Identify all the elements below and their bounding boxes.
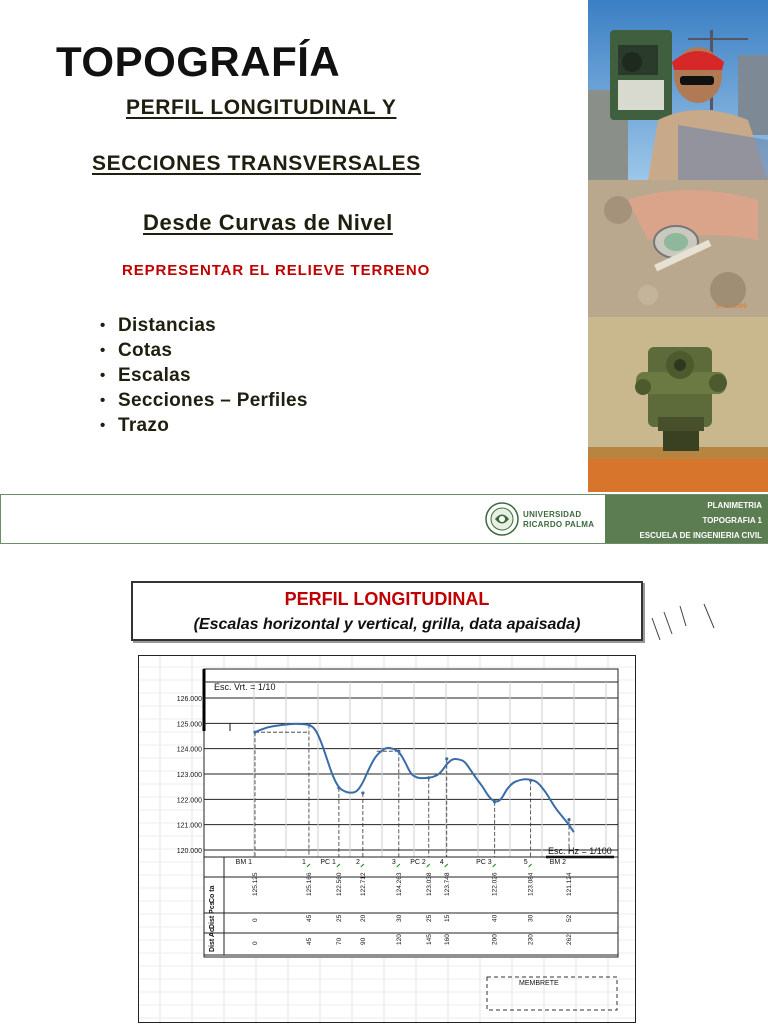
station-label: 4 <box>439 859 444 866</box>
cota-value: 125.166 <box>305 872 313 896</box>
station-label: BM 1 <box>235 859 252 866</box>
subtitle-curvas: Desde Curvas de Nivel <box>143 210 393 235</box>
dist-parcial-value: 30 <box>395 914 403 922</box>
dist-acum-value: 262 <box>566 934 573 945</box>
cota-value: 122.026 <box>491 872 499 896</box>
dist-parcial-value: 15 <box>443 914 451 922</box>
dist-acum-value: 70 <box>335 937 343 945</box>
university-name: UNIVERSIDAD RICARDO PALMA <box>523 510 595 529</box>
station-label: 1 <box>302 859 306 866</box>
dist-acum-value: 145 <box>425 934 433 945</box>
highlight-text: REPRESENTAR EL RELIEVE TERRENO <box>122 262 431 279</box>
dist-acum-value: 230 <box>527 934 535 945</box>
station-point <box>567 818 570 821</box>
y-tick-label: 123.000 <box>176 772 202 779</box>
dist-acum-value: 160 <box>443 934 451 945</box>
profile-chart <box>138 655 636 1023</box>
theodolite-photo <box>588 317 768 492</box>
cota-value: 121.124 <box>566 872 573 896</box>
bullet-item: • Distancias <box>100 315 217 336</box>
y-tick-label: 124.000 <box>176 746 202 754</box>
dist-acum-value: 0 <box>252 941 259 945</box>
dist-parcial-value: 25 <box>335 914 343 922</box>
row-label-dist-parcial: Dist Pcs <box>209 901 216 929</box>
bullet-item: • Trazo <box>100 415 170 436</box>
station-point <box>361 791 364 794</box>
y-tick-label: 122.000 <box>176 797 202 805</box>
station-label: 2 <box>355 859 360 866</box>
profile-title-box <box>131 581 643 641</box>
bullet-item: • Secciones – Perfiles <box>100 390 308 411</box>
cota-value: 124.263 <box>395 872 403 896</box>
surveyor-photo <box>588 0 768 180</box>
bullet-icon: • <box>100 342 106 359</box>
profile-subtitle: (Escalas horizontal y vertical, grilla, data apaisada) <box>193 616 581 633</box>
dist-parcial-value: 25 <box>425 914 433 922</box>
bullet-icon: • <box>100 392 106 409</box>
vertical-scale-label: Esc. Vrt. = 1/10 <box>214 682 276 692</box>
y-tick-label: 120.000 <box>176 848 202 855</box>
bullet-icon: • <box>100 317 106 334</box>
compass-photo <box>588 180 768 317</box>
subtitle-perfil: PERFIL LONGITUDINAL Y <box>126 96 397 119</box>
dist-parcial-value: 20 <box>359 914 367 922</box>
station-label: BM 2 <box>549 859 566 866</box>
dist-parcial-value: 52 <box>566 914 573 922</box>
y-tick-label: 126.000 <box>176 696 202 703</box>
station-label: PC 3 <box>476 859 492 866</box>
dist-acum-value: 90 <box>359 937 367 945</box>
station-label: PC 2 <box>410 859 426 866</box>
cota-value: 122.712 <box>359 872 367 896</box>
subtitle-secciones: SECCIONES TRANSVERSALES <box>92 152 421 175</box>
plot-area <box>204 669 618 957</box>
bullet-icon: • <box>100 417 106 434</box>
dist-parcial-value: 0 <box>252 918 259 922</box>
dist-parcial-value: 40 <box>491 914 499 922</box>
station-point <box>445 757 448 760</box>
photo-timestamp: 3 · 4 · 2009 <box>716 304 747 310</box>
cota-value: 125.125 <box>252 872 259 896</box>
plot-grid <box>204 669 618 957</box>
dist-parcial-value: 30 <box>527 914 535 922</box>
dist-parcial-value: 45 <box>305 914 313 922</box>
bullet-item: • Cotas <box>100 340 173 361</box>
row-label-dist-acum: Dist Ac <box>209 928 216 952</box>
station-label: 5 <box>523 859 528 866</box>
dist-acum-value: 45 <box>305 937 313 945</box>
station-label: 3 <box>391 859 396 866</box>
y-tick-label: 121.000 <box>176 822 202 830</box>
horizontal-scale-label: Esc. Hz = 1/100 <box>548 846 612 856</box>
dist-acum-value: 200 <box>491 934 499 945</box>
profile-title: PERFIL LONGITUDINAL <box>284 589 490 609</box>
bullet-item: • Escalas <box>100 365 191 386</box>
membrete-label: MEMBRETE <box>519 980 559 987</box>
station-label: PC 1 <box>320 859 336 866</box>
row-label-cota: Co ta <box>209 885 216 903</box>
bullet-icon: • <box>100 367 106 384</box>
footer-course-info: PLANIMETRIA TOPOGRAFIA 1 ESCUELA DE INGENIERIA CIVIL <box>605 495 768 543</box>
dist-acum-value: 120 <box>395 934 403 945</box>
university-logo-icon <box>485 502 519 536</box>
cota-value: 123.748 <box>443 872 451 896</box>
footer-bar <box>0 494 768 544</box>
page-title: TOPOGRAFÍA <box>56 38 341 85</box>
y-tick-label: 125.000 <box>176 721 202 729</box>
cota-value: 122.560 <box>335 872 343 896</box>
decorative-hatch <box>648 602 723 642</box>
cota-value: 123.038 <box>425 872 433 896</box>
cota-value: 123.084 <box>527 872 535 896</box>
bullet-list <box>100 313 308 438</box>
